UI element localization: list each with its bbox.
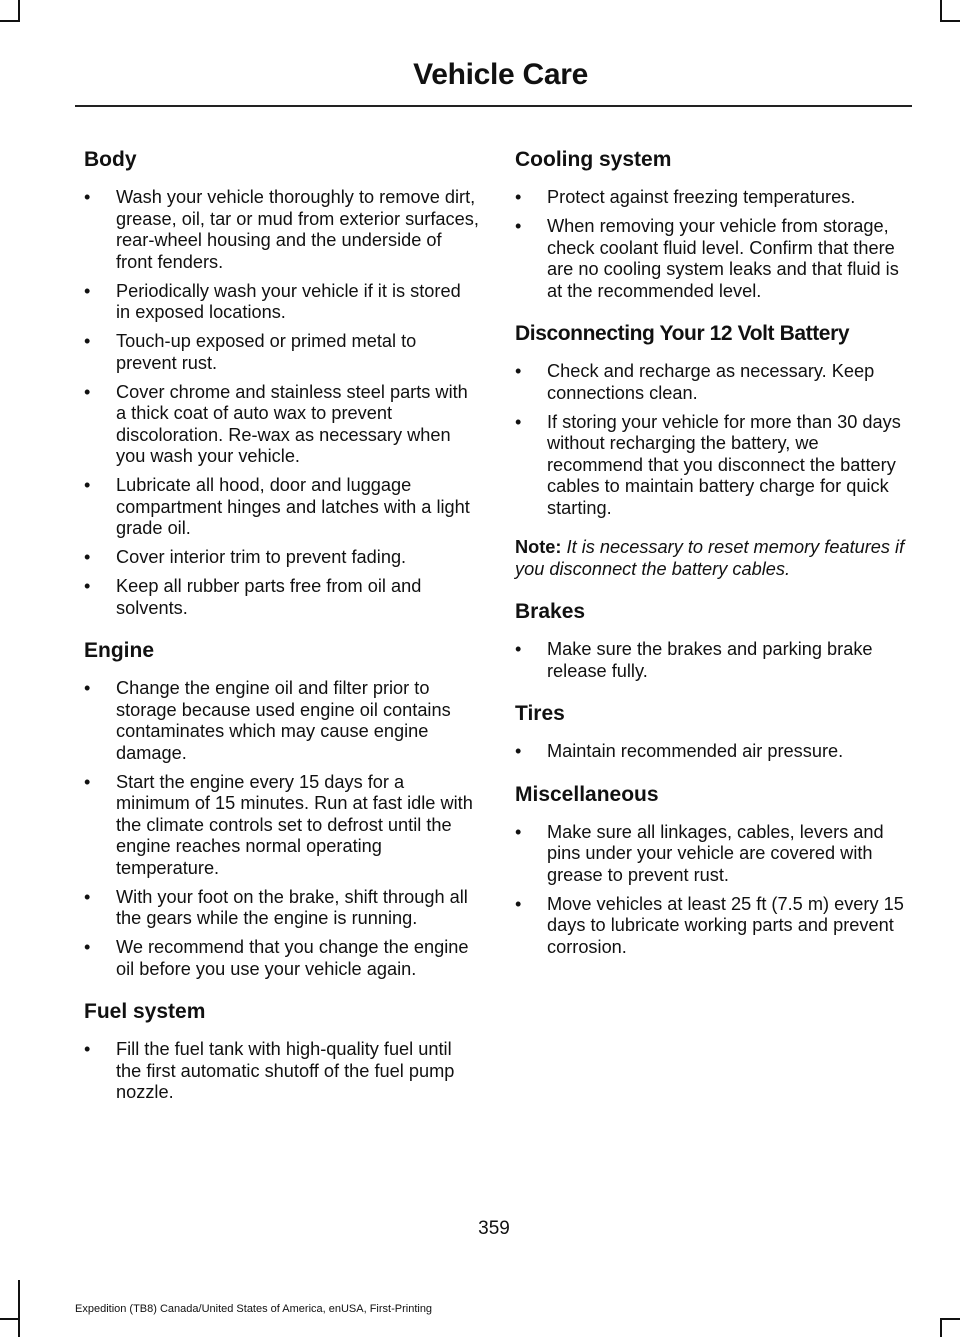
miscellaneous-list	[515, 822, 910, 959]
bullet-icon: •	[515, 361, 522, 381]
section-heading-battery: Disconnecting Your 12 Volt Battery	[515, 322, 850, 345]
bullet-icon: •	[84, 475, 91, 495]
list-item: • When removing your vehicle from storage, check coolant fluid level. Confirm that there are no cooling system leaks and that fluid is at the recommended level.	[515, 216, 899, 301]
brakes-list	[515, 639, 910, 682]
list-item: • Lubricate all hood, door and luggage compartment hinges and latches with a light grade oil.	[84, 475, 470, 538]
bullet-icon: •	[515, 187, 522, 207]
bullet-icon: •	[515, 821, 522, 842]
section-heading-tires: Tires	[515, 702, 565, 725]
bullet-icon: •	[515, 216, 522, 236]
battery-note	[515, 537, 910, 580]
list-item: • Start the engine every 15 days for a minimum of 15 minutes. Run at fast idle with the climate controls set to defrost until the engine reaches normal operating temperature.	[84, 771, 473, 878]
list-item: • Fill the fuel tank with high-quality fuel until the first automatic shutoff of the fuel pump nozzle.	[84, 1039, 455, 1102]
fuel-system-list	[84, 1039, 479, 1104]
list-item: • Keep all rubber parts free from oil and solvents.	[84, 576, 422, 618]
page-title: Vehicle Care	[413, 58, 588, 91]
list-item: • If storing your vehicle for more than 30 days without recharging the battery, we recommend that you disconnect the battery cables to maintain battery charge for quick starting.	[515, 411, 901, 518]
crop-mark	[940, 20, 960, 22]
list-item: • Move vehicles at least 25 ft (7.5 m) every 15 days to lubricate working parts and prevent corrosion.	[515, 893, 904, 957]
battery-list	[515, 361, 910, 519]
bullet-icon: •	[84, 280, 91, 301]
section-heading-miscellaneous: Miscellaneous	[515, 782, 659, 806]
crop-mark	[940, 1318, 942, 1337]
bullet-icon: •	[84, 1039, 91, 1059]
page-number: 359	[478, 1218, 510, 1239]
engine-list	[84, 678, 479, 980]
crop-mark	[0, 20, 20, 22]
section-heading-brakes: Brakes	[515, 600, 586, 623]
bullet-icon: •	[84, 937, 91, 957]
bullet-icon: •	[84, 381, 91, 402]
list-item: • We recommend that you change the engine oil before you use your vehicle again.	[84, 937, 469, 979]
list-item: • Touch-up exposed or primed metal to prevent rust.	[84, 331, 417, 373]
bullet-icon: •	[84, 331, 91, 351]
section-heading-body: Body	[84, 148, 137, 171]
header-divider	[75, 105, 912, 107]
bullet-icon: •	[84, 678, 91, 698]
bullet-icon: •	[515, 741, 522, 761]
bullet-icon: •	[84, 576, 91, 596]
cooling-list	[515, 187, 910, 302]
footer-text: Expedition (TB8) Canada/United States of America, enUSA, First-Printing	[75, 1303, 433, 1315]
left-column	[84, 146, 479, 1122]
crop-mark	[18, 1280, 20, 1337]
section-heading-engine: Engine	[84, 639, 155, 662]
tires-list	[515, 741, 910, 763]
crop-mark	[18, 0, 20, 22]
list-item: • Change the engine oil and filter prior to storage because used engine oil contains contaminates which may cause engine damage.	[84, 678, 451, 763]
bullet-icon: •	[84, 886, 91, 907]
list-item: • Protect against freezing temperatures.	[515, 187, 856, 207]
crop-mark	[940, 1318, 960, 1320]
note-text: It is necessary to reset memory features if you disconnect the battery cables.	[515, 537, 905, 579]
list-item: • Periodically wash your vehicle if it is stored in exposed locations.	[84, 280, 461, 322]
section-heading-fuel-system: Fuel system	[84, 1000, 206, 1023]
bullet-icon: •	[515, 639, 522, 659]
list-item: • Wash your vehicle thoroughly to remove dirt, grease, oil, tar or mud from exterior surfaces, rear-wheel housing and the underside of front fenders.	[84, 187, 479, 272]
crop-mark	[0, 1318, 20, 1320]
section-heading-cooling-system: Cooling system	[515, 148, 672, 171]
bullet-icon: •	[515, 411, 522, 432]
body-list	[84, 187, 479, 619]
note-label: Note:	[515, 537, 562, 557]
list-item: • Make sure the brakes and parking brake release fully.	[515, 639, 873, 681]
list-item: • Make sure all linkages, cables, levers and pins under your vehicle are covered with grease to prevent rust.	[515, 821, 884, 885]
bullet-icon: •	[84, 547, 91, 567]
list-item: • Cover chrome and stainless steel parts with a thick coat of auto wax to prevent discoloration. Re-wax as necessary when you wash your vehicle.	[84, 381, 468, 466]
bullet-icon: •	[515, 893, 522, 914]
list-item: • Cover interior trim to prevent fading.	[84, 547, 407, 567]
list-item: • Maintain recommended air pressure.	[515, 741, 844, 761]
list-item: • Check and recharge as necessary. Keep connections clean.	[515, 361, 875, 403]
right-column	[515, 146, 910, 976]
crop-mark	[940, 0, 942, 22]
bullet-icon: •	[84, 187, 91, 207]
list-item: • With your foot on the brake, shift through all the gears while the engine is running.	[84, 886, 468, 928]
bullet-icon: •	[84, 771, 91, 792]
